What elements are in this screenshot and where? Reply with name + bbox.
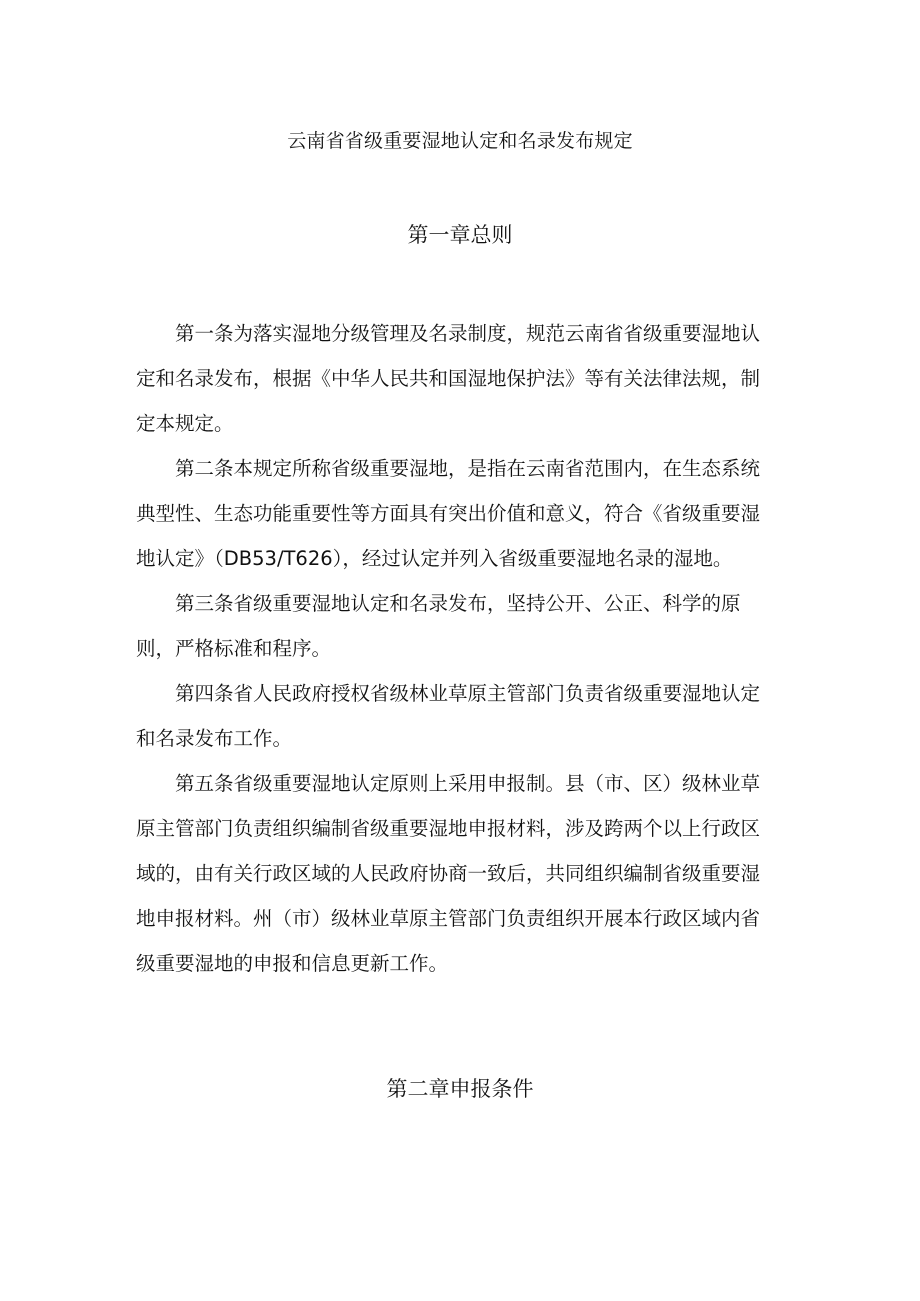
chapter-heading: 第二章申报条件 (386, 1077, 534, 1101)
article-paragraph: 第二条本规定所称省级重要湿地，是指在云南省范围内，在生态系统 典型性、生态功能重要性等方面具有突出价值和意义，符合《省级重要湿 地认定》（DB53/T626），经过认定并列入省级重要湿地名录的湿地。 (136, 457, 761, 570)
chapter-one-body (136, 311, 788, 986)
document-title: 云南省省级重要湿地认定和名录发布规定 (287, 130, 633, 152)
chapter-heading: 第一章总则 (407, 223, 513, 247)
article-paragraph: 第四条省人民政府授权省级林业草原主管部门负责省级重要湿地认定 和名录发布工作。 (136, 682, 761, 750)
article-paragraph: 第三条省级重要湿地认定和名录发布，坚持公开、公正、科学的原 则，严格标准和程序。 (136, 592, 741, 660)
article-paragraph: 第一条为落实湿地分级管理及名录制度，规范云南省省级重要湿地认 定和名录发布，根据《中华人民共和国湿地保护法》等有关法律法规，制 定本规定。 (136, 322, 761, 435)
article-paragraph: 第五条省级重要湿地认定原则上采用申报制。县（市、区）级林业草 原主管部门负责组织编制省级重要湿地申报材料，涉及跨两个以上行政区 域的，由有关行政区域的人民政府协商一致后，共同组织编制省级重要湿 地申报材料。州（市）级林业草原主管部门负责组织开展本行政区域内省 级重要湿地的申报和信息更新工作。 (136, 772, 761, 975)
